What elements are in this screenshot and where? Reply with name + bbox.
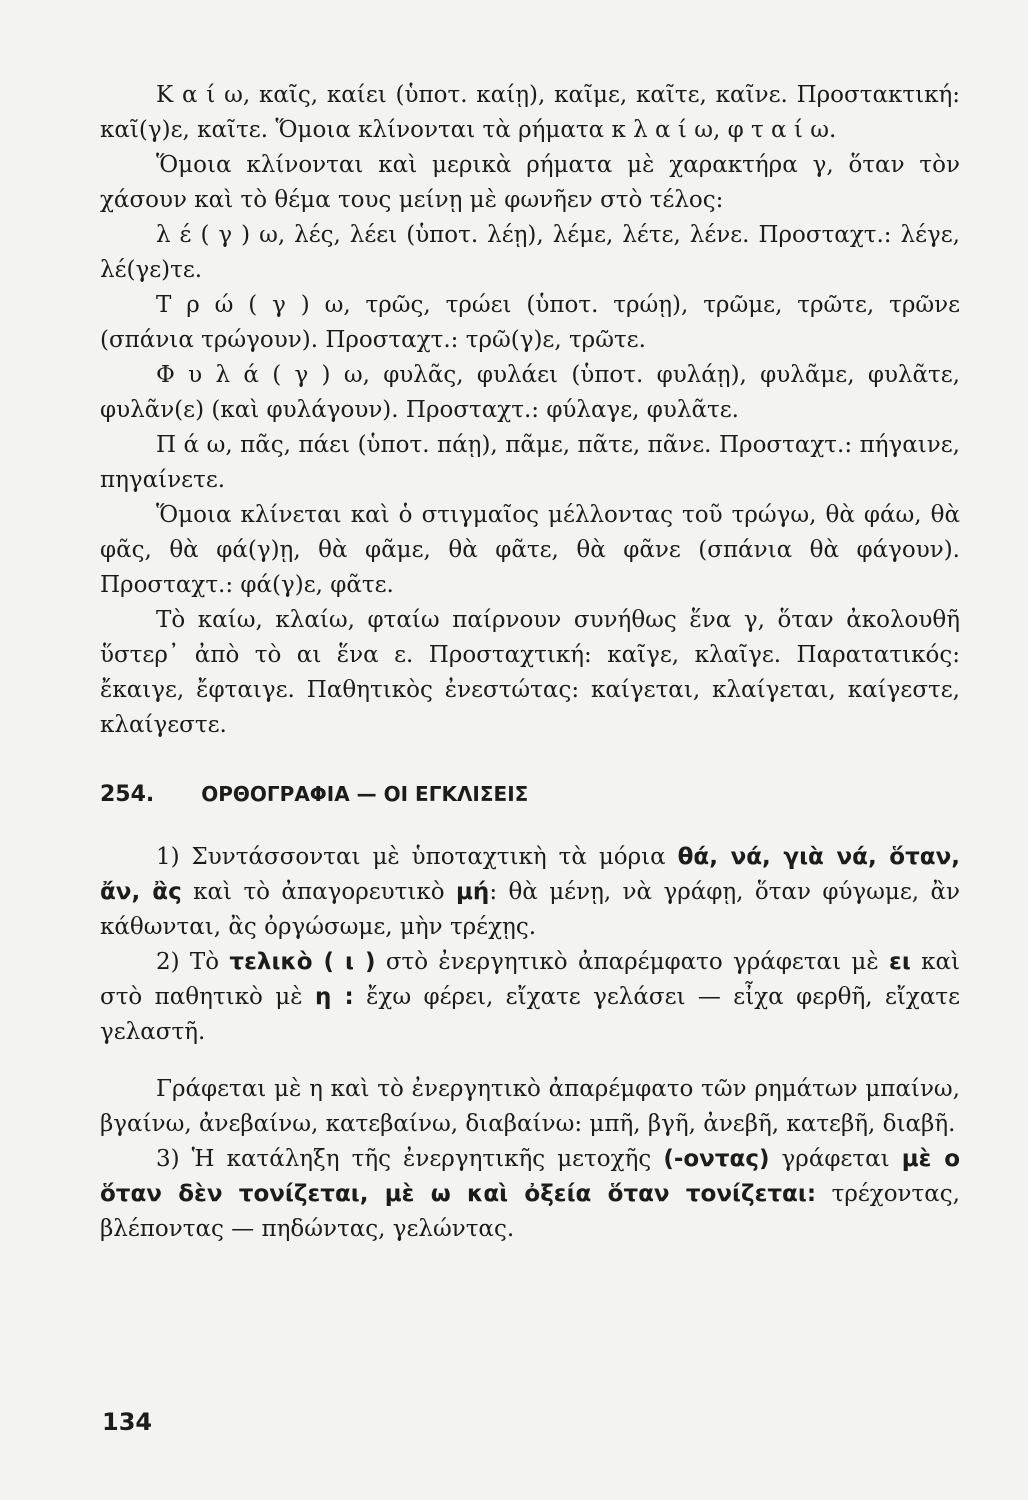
rule-2-ei: ει: [889, 949, 911, 975]
rule-3-ending: (-οντας): [663, 1146, 770, 1172]
paragraph-similar-verbs: Ὅμοια κλίνονται καὶ μερικὰ ρήματα μὲ χαρακτήρα γ, ὅταν τὸν χάσουν καὶ τὸ θέμα τους μείνῃ μὲ φωνῆεν στὸ τέλος:: [100, 152, 960, 213]
rule-1: [100, 840, 960, 945]
paragraph-pao: Π ά ω, πᾶς, πάει (ὑποτ. πάῃ), πᾶμε, πᾶτε, πᾶνε. Προσταχτ.: πήγαινε, πηγαίνετε.: [100, 432, 960, 493]
rule-1-examples: : θὰ μένῃ, νὰ γράφῃ, ὅταν φύγωμε, ἂν κάθωνται, ἂς ὀργώσωμε, μὴν τρέχῃς.: [100, 879, 961, 940]
rule-2b: Γράφεται μὲ η καὶ τὸ ἐνεργητικὸ ἀπαρέμφατο τῶν ρημάτων μπαίνω, βγαίνω, ἀνεβαίνω, κατεβαίνω, διαβαίνω: μπῆ, βγῆ, ἀνεβῆ, κατεβῆ, διαβῆ.: [100, 1076, 960, 1137]
rule-2-mid: στὸ ἐνεργητικὸ ἀπαρέμφατο γράφεται μὲ: [385, 949, 879, 975]
paragraph-gamma-insertion: Τὸ καίω, κλαίω, φταίω παίρνουν συνήθως ἕνα γ, ὅταν ἀκολουθῆ ὕστερ᾽ ἀπὸ τὸ αι ἕνα ε. Προσταχτική: καῖγε, κλαῖγε. Παρατατικός: ἔκαιγε, ἔφταιγε. Παθητικὸς ἐνεστώτας: καίγεται, κλαίγεται, καίγεστε, κλαίγεστε.: [100, 607, 960, 738]
page-body: [100, 78, 960, 1247]
rule-2: [100, 945, 960, 1050]
rule-2-examples: ἔχω φέρει, εἴχατε γελάσει — εἶχα φερθῆ, εἴχατε γελαστῆ.: [100, 984, 961, 1045]
rule-1-intro: 1) Συντάσσονται μὲ ὑποταχτικὴ τὰ μόρια: [156, 844, 666, 870]
rule-1-particles: θά, νά, γιὰ νά, ὅταν, ἄν, ἂς: [100, 844, 960, 905]
rule-1-mid: καὶ τὸ ἀπαγορευτικὸ: [193, 879, 445, 905]
section-heading: [100, 779, 960, 810]
section-title: ΟΡΘΟΓΡΑΦΙΑ — ΟΙ ΕΓΚΛΙΣΕΙΣ: [201, 782, 529, 806]
page-number: 134: [102, 1408, 153, 1436]
rule-2-final-iota: τελικὸ ( ι ): [229, 949, 376, 975]
paragraph-fylago: Φ υ λ ά ( γ ) ω, φυλᾶς, φυλάει (ὑποτ. φυλάῃ), φυλᾶμε, φυλᾶτε, φυλᾶν(ε) (καὶ φυλάγουν). Προσταχτ.: φύλαγε, φυλᾶτε.: [100, 362, 960, 423]
rule-2-eta: η :: [315, 984, 354, 1010]
rule-2-mid2: καὶ στὸ παθητικὸ μὲ: [100, 949, 961, 1010]
paragraph-kaio: Κ α ί ω, καῖς, καίει (ὑποτ. καίῃ), καῖμε, καῖτε, καῖνε. Προστακτική: καῖ(γ)ε, καῖτε. Ὅμοια κλίνονται τὰ ρήματα κ λ α ί ω, φ τ α ί ω.: [100, 82, 960, 143]
rule-3-mid: γράφεται: [781, 1146, 890, 1172]
paragraph-trogo: Τ ρ ώ ( γ ) ω, τρῶς, τρώει (ὑποτ. τρώῃ), τρῶμε, τρῶτε, τρῶνε (σπάνια τρώγουν). Προσταχτ.: τρῶ(γ)ε, τρῶτε.: [100, 292, 960, 353]
rule-3-examples: τρέχοντας, βλέποντας — πηδώντας, γελώντας.: [100, 1181, 960, 1242]
rule-3-intro: 3) Ἡ κατάληξη τῆς ἐνεργητικῆς μετοχῆς: [156, 1146, 652, 1172]
rule-3: [100, 1142, 960, 1247]
rule-2-intro: 2) Τὸ: [156, 949, 220, 975]
paragraph-future-tense: Ὅμοια κλίνεται καὶ ὁ στιγμαῖος μέλλοντας τοῦ τρώγω, θὰ φάω, θὰ φᾶς, θὰ φά(γ)ῃ, θὰ φᾶμε, θὰ φᾶτε, θὰ φᾶνε (σπάνια θὰ φάγουν). Προσταχτ.: φά(γ)ε, φᾶτε.: [100, 502, 960, 598]
section-number: 254.: [100, 782, 155, 807]
rule-3-condition: μὲ ο ὅταν δὲν τονίζεται, μὲ ω καὶ ὀξεία ὅταν τονίζεται:: [100, 1146, 961, 1207]
rule-1-negation: μή: [456, 879, 490, 905]
paragraph-lego: λ έ ( γ ) ω, λές, λέει (ὑποτ. λέῃ), λέμε, λέτε, λένε. Προσταχτ.: λέγε, λέ(γε)τε.: [100, 222, 960, 283]
